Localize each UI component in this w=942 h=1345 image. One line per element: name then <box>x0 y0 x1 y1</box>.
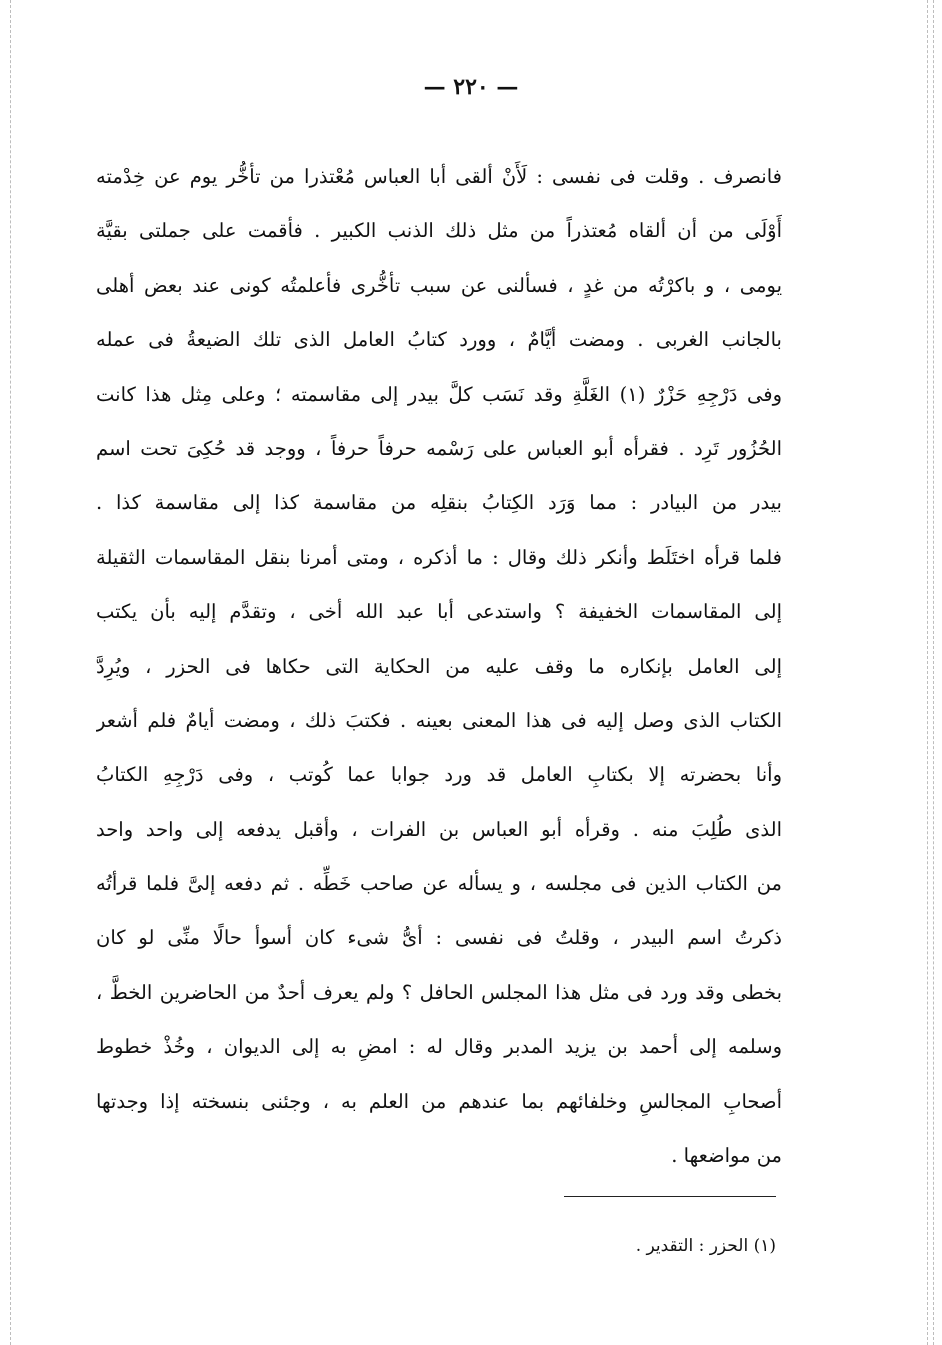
footnote-divider <box>564 1196 776 1197</box>
text-line: فلما قرأه اختَلَط وأنكر ذلك وقال : ما أذكره ، ومتى أمرنا بنقل المقاسمات الثقيلة <box>96 545 782 569</box>
text-line: وسلمه إلى أحمد بن يزيد المدبر وقال له : امضِ به إلى الديوان ، وخُذْ خطوط <box>96 1035 782 1059</box>
text-line: بخطى وقد ورد فى مثل هذا المجلس الحافل ؟ ولم يعرف أحدٌ من الحاضرين الخطَّ ، <box>96 980 782 1004</box>
page-number: — ٢٢٠ — <box>423 74 519 100</box>
text-line: إلى المقاسمات الخفيفة ؟ واستدعى أبا عبد الله أخى ، وتقدَّم إليه بأن يكتب <box>96 600 782 624</box>
text-line: أَوْلَى من أن ألقاه مُعتذراً من مثل ذلك الذنب الكبير . فأقمت على جملتى بقيَّة <box>96 219 782 243</box>
text-line: إلى العامل بإنكاره ما وقف عليه من الحكاية التى حكاها فى الحزر ، ويُرِدَّ <box>96 654 782 678</box>
text-line: أصحابِ المجالسِ وخلفائهم بما عندهم من العلم به ، وجئنى بنسخته إذا وجدتها <box>96 1089 782 1113</box>
text-line: وفى دَرْجِهِ حَزْرٌ (١) الغَلَّةِ وقد نَسَب كلَّ بيدر إلى مقاسمته ؛ وعلى مِثل هذا كانت <box>96 382 782 406</box>
text-line: بيدر من البيادر : مما وَرَد الكِتابُ بنقلِه من مقاسمة كذا إلى مقاسمة كذا . <box>96 491 782 515</box>
scan-fold-line <box>933 0 934 1345</box>
text-line: الحُزُور تَرِد . فقرأه أبو العباس على رَسْمه حرفاً حرفاً ، ووجد قد حُكِىَ تحت اسم <box>96 436 782 460</box>
text-line: الكتاب الذى وصل إليه فى هذا المعنى بعينه . فكتبَ ذلك ، ومضت أيامٌ فلم أشعر <box>96 708 782 732</box>
main-text <box>96 150 782 1183</box>
text-line: ذكرتُ اسم البيدر ، وقلتُ فى نفسى : أىُّ شىء كان أسوأ حالًا منِّى لو كان <box>96 926 782 950</box>
text-line: وأنا بحضرته إلا بكتابِ العامل قد ورد جوابا عما كُوتب ، وفى دَرْجِهِ الكتابُ <box>96 763 782 787</box>
text-line: من مواضعها . <box>671 1144 782 1168</box>
text-line: يومى ، و باكرْتُه من غدٍ ، فسألنى عن سبب تأخُّرى فأعلمتُه كونى عند بعض أهلى <box>96 273 782 297</box>
scan-fold-line <box>927 0 928 1345</box>
text-line: من الكتاب الذين فى مجلسه ، و يسأله عن صاحب خَطِّه . ثم دفعه إلىَّ فلما قرأتُه <box>96 872 782 896</box>
scan-fold-line <box>10 0 11 1345</box>
text-line: بالجانب الغربى . ومضت أيَّامٌ ، وورد كتابُ العامل الذى تلك الضيعةُ فى عمله <box>96 328 782 352</box>
text-line: فانصرف . وقلت فى نفسى : لَأَنْ ألقى أبا العباس مُعْتذرا من تأخُّر يوم عن خِدْمته <box>96 165 782 188</box>
footnote: (١) الحزر : التقدير . <box>635 1236 776 1256</box>
text-line: الذى طُلِبَ منه . وقرأه أبو العباس بن الفرات ، وأقبل يدفعه إلى واحد واحد <box>96 817 782 841</box>
